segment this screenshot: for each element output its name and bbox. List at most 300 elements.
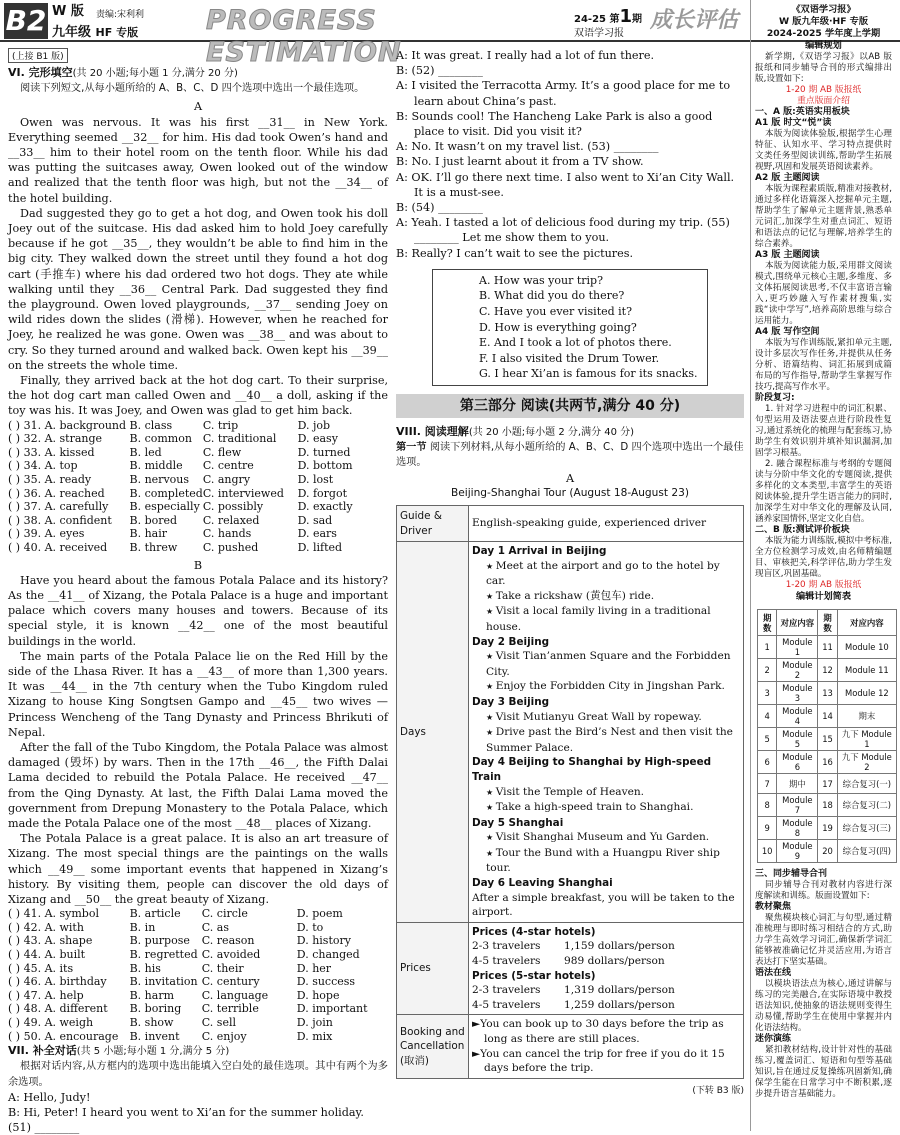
dialog-option: G. I hear Xi’an is famous for its snacks. [479, 367, 698, 381]
star-icon: ★ [486, 728, 496, 738]
tour-row-prices [397, 922, 744, 1015]
plan-cell: 19 [818, 817, 837, 840]
option-cell: C. interviewed [202, 486, 284, 500]
a-board-heading: 一、A 版:英语实用板块 [755, 107, 850, 117]
banner-title: PROGRESS ESTIMATION [206, 5, 402, 68]
price-title: Prices (5-star hotels) [472, 969, 596, 982]
booking-value [469, 1015, 744, 1078]
day-item-text: Take a rickshaw (黄包车) ride. [495, 589, 655, 602]
passage-paragraph: Have you heard about the famous Potala Palace and its history? As the __41__ of Xizang, the Potala Palace is a huge and important palace which covers many houses and towers. Because of its special style, it is known __42__ one of the most beautiful buildings in the world. [8, 573, 388, 648]
plan-cell: 18 [818, 794, 837, 817]
dialog-line: B: Really? I can’t wait to see the pictures. [396, 246, 634, 260]
passage-paragraph: Dad suggested they go to get a hot dog, and Owen took his doll Joey out of the suitcase. His dad asked him to hold Joey carefully because if he got __35__, they wouldn’t be able to find him in the big city. They walked down the street until they found a hot dog cart (手推车) where his dad ordered two hot dogs. They ate while walking until they __36__ Central Park. Dad suggested they find the playground. Owen loved playgrounds, __37__ sending Joey on wild rides down the slides (滑梯). However, when he reached for Joey, he realized he was gone. Owen was __38__ and was about to cry. So they turned around and walked back. Owen kept his __39__ on the streets the whole time. [8, 206, 388, 372]
option-cell: B. completed [129, 486, 203, 500]
option-cell: C. language [201, 988, 269, 1002]
option-cell: B. middle [129, 459, 183, 473]
option-row [8, 459, 388, 473]
plan-cell: Module 5 [777, 728, 818, 751]
option-cell: ( ) 31. A. background [8, 418, 127, 432]
plan-cell: 期中 [777, 774, 818, 794]
editor-label: 责编:宋利利 [96, 10, 145, 20]
plan-row [758, 751, 897, 774]
plan-cell: 12 [818, 659, 837, 682]
option-row [8, 514, 388, 528]
plan-row [758, 840, 897, 863]
option-cell: ( ) 38. A. confident [8, 513, 112, 527]
option-cell: D. success [296, 975, 356, 989]
plan-cell: 17 [818, 774, 837, 794]
option-cell: D. ears [297, 527, 337, 541]
option-cell: ( ) 50. A. encourage [8, 1029, 119, 1043]
section-viii-heading: VIII. 阅读理解(共 20 小题;每小题 2 分,满分 40 分) [396, 425, 635, 438]
day-item-text: Visit a local family living in a traditional house. [486, 605, 711, 633]
option-cell: B. article [129, 907, 181, 921]
star-icon: ★ [486, 848, 496, 858]
day-item [472, 589, 740, 605]
part-three-banner: 第三部分 阅读(共两节,满分 40 分) [396, 394, 744, 418]
option-cell: C. possibly [202, 500, 264, 514]
option-row [8, 487, 388, 501]
plan-row [758, 728, 897, 751]
option-cell: B. in [129, 920, 156, 934]
option-cell: D. history [296, 934, 351, 948]
option-cell: B. bored [129, 513, 178, 527]
day-title: Day 5 Shanghai [472, 816, 564, 829]
tour-table [396, 505, 744, 1079]
plan-cell: 16 [818, 751, 837, 774]
dialog-start [8, 1090, 388, 1135]
a3-text: 本版为阅读能力版,采用群文阅读模式,围绕单元核心主题,多维度、多文体拓展阅读思考,不仅丰富语言输入,更巧妙融入写作素材搜集,实践“读中学写”,培养高阶思维与综合运用能力。 [755, 261, 892, 326]
option-row [8, 948, 388, 962]
price-title: Prices (4-star hotels) [472, 925, 596, 938]
passage-b [8, 573, 388, 907]
passage-a-label: A [193, 100, 203, 114]
plan-cell: Module 8 [777, 817, 818, 840]
a2-heading: A2 版 主题阅读 [755, 173, 820, 183]
day-item-text: Visit the Temple of Heaven. [495, 785, 645, 798]
sidebar-title-4: 编辑规划 [805, 40, 842, 51]
option-cell: C. pushed [202, 541, 259, 555]
plan-cell: 20 [818, 840, 837, 863]
option-cell: D. her [296, 961, 332, 975]
option-cell: D. lost [297, 473, 334, 487]
option-cell: B. harm [129, 988, 175, 1002]
dialog-line: B: Hi, Peter! I heard you went to Xi’an for the summer holiday. (51) ________ [8, 1106, 364, 1135]
prices-key: Prices [397, 922, 469, 1015]
plan-cell: 14 [818, 705, 837, 728]
plan-cell: 15 [818, 728, 837, 751]
dialog-line: A: No. It wasn’t on my travel list. (53) ________ [396, 140, 659, 154]
plan-cell: 期末 [837, 705, 896, 728]
day-item-text: Enjoy the Forbidden City in Jingshan Park. [495, 680, 725, 693]
price-group: 4-5 travelers [472, 955, 541, 968]
option-cell: C. as [201, 920, 230, 934]
option-row [8, 500, 388, 514]
option-row [8, 975, 388, 989]
price-value: 989 dollars/person [564, 955, 665, 968]
passage-paragraph: Owen was nervous. It was his first __31__ in New York. Everything seemed __32__ for him. His dad took Owen’s hand and __33__ him to their hotel room on the tenth floor. While his dad was putting the suitcases away, Owen looked out of the window and realized that the tenth floor was high, but not the __34__ of the hotel building. [8, 115, 388, 205]
dialog-options-box [432, 269, 708, 386]
paper-name: 双语学习报 [574, 28, 624, 39]
option-cell: ( ) 42. A. with [8, 920, 84, 934]
option-cell: ( ) 37. A. carefully [8, 500, 109, 514]
day-item-text: Meet at the airport and go to the hotel by car. [486, 559, 720, 588]
option-cell: ( ) 41. A. symbol [8, 907, 99, 921]
option-cell: C. century [201, 975, 260, 989]
star-icon: ★ [486, 561, 496, 571]
option-cell: ( ) 48. A. different [8, 1002, 108, 1016]
option-cell: B. boring [129, 1002, 182, 1016]
plan-row [758, 659, 897, 682]
option-cell: ( ) 40. A. received [8, 541, 108, 555]
day-item [472, 679, 740, 695]
day-item-text: Visit Tian’anmen Square and the Forbidden City. [486, 650, 731, 678]
star-icon: ★ [486, 682, 496, 692]
option-cell: B. his [129, 961, 161, 975]
plan-header-row [758, 610, 897, 636]
a4-text: 本版为写作训练版,紧扣单元主题,设计多层次写作任务,并提供从任务分析、语篇结构、词汇拓展到成篇布局的写作指导,帮助学生掌握写作技巧,提高写作水平。 [755, 338, 892, 392]
c-board-heading: 三、同步辅导合刊 [755, 869, 828, 879]
passage-paragraph: After the fall of the Tubo Kingdom, the Potala Palace was almost damaged (毁坏) by wars. Then in the 17th __46__, the Fifth Dalai Lama decided to rebuild the Potala Palace. He received __47__ from the Qing Dynasty. At last, the Fifth Dalai Lama moved the government from Drepung Monastery to the Potala Palace, which made the Potala Palace one of the most __48__ places of Xizang. [8, 741, 388, 831]
plan-header-cell: 期数 [818, 610, 837, 636]
a3-heading: A3 版 主题阅读 [755, 250, 820, 260]
star-icon: ★ [486, 607, 496, 617]
guide-value: English-speaking guide, experienced driver [469, 506, 744, 542]
section-viii-instruction: 第一节 阅读下列材料,从每小题所给的 A、B、C、D 四个选项中选出一个最佳选项。 [396, 442, 744, 469]
option-row [8, 1030, 388, 1044]
sidebar-title-3: 2024-2025 学年度上学期 [766, 28, 881, 39]
option-cell: C. flew [202, 445, 242, 459]
option-cell: D. sad [297, 513, 333, 527]
plan-cell: 13 [818, 682, 837, 705]
a1-heading: A1 版 时文“悦”读 [755, 118, 832, 128]
plan-cell: 11 [818, 636, 837, 659]
option-cell: C. avoided [201, 948, 261, 962]
star-icon: ★ [486, 803, 496, 813]
option-row [8, 989, 388, 1003]
option-cell: D. important [296, 1002, 368, 1016]
tour-title: Beijing-Shanghai Tour (August 18-August 23) [450, 486, 690, 499]
grade-label: 九年级 HF 专版 [52, 25, 139, 40]
plan-row [758, 705, 897, 728]
option-cell: C. angry [202, 473, 251, 487]
plan-cell: 3 [758, 682, 777, 705]
option-cell: C. traditional [202, 432, 277, 446]
price-row [472, 954, 740, 969]
dialog-line: B: (54) ________ [396, 201, 483, 215]
dialog-line: A: I visited the Terracotta Army. It’s a good place for me to learn about China’s past. [396, 79, 731, 108]
dialog-line: A: OK. I’ll go there next time. I also went to Xi’an City Wall. It is a must-see. [396, 170, 735, 199]
issue-number: 24-25 第1期 [574, 6, 642, 27]
price-group: 2-3 travelers [472, 940, 541, 953]
option-cell: D. changed [296, 948, 360, 962]
option-cell: B. nervous [129, 473, 190, 487]
plan-cell: Module 4 [777, 705, 818, 728]
plan-header-cell: 对应内容 [837, 610, 896, 636]
option-cell: C. hands [202, 527, 252, 541]
option-row [8, 446, 388, 460]
plan-red-label: 1-20 期 AB 版报纸 [785, 580, 862, 590]
booking-key: Booking and Cancellation (取消) [397, 1015, 469, 1078]
option-cell: D. job [297, 418, 331, 432]
star-icon: ★ [486, 591, 496, 601]
dialog-line: A: Hello, Judy! [8, 1090, 91, 1104]
dialog-option: A. How was your trip? [479, 273, 603, 287]
plan-cell: Module 6 [777, 751, 818, 774]
option-cell: C. reason [201, 934, 255, 948]
c1-text: 聚焦模块核心词汇与句型,通过精准梳理与即时练习相结合的方式,助力学生高效学习词汇,确保新学词汇能够被准确记忆并灵活应用,为语言表达打下坚实基础。 [755, 913, 892, 967]
option-cell: ( ) 34. A. top [8, 459, 78, 473]
sidebar-red-2: 重点版面介绍 [797, 96, 850, 106]
option-cell: D. bottom [297, 459, 353, 473]
price-row [472, 983, 740, 998]
plan-cell: 综合复习(二) [837, 794, 896, 817]
option-cell: ( ) 43. A. shape [8, 934, 93, 948]
option-cell: C. enjoy [201, 1029, 247, 1043]
option-cell: ( ) 32. A. strange [8, 432, 103, 446]
plan-cell: 九下 Module 2 [837, 751, 896, 774]
plan-row [758, 794, 897, 817]
option-cell: D. poem [296, 907, 343, 921]
star-icon: ★ [486, 833, 496, 843]
plan-cell: Module 12 [837, 682, 896, 705]
option-cell: B. regretted [129, 948, 198, 962]
option-row [8, 419, 388, 433]
plan-table [757, 609, 897, 863]
a1-text: 本版为阅读体验版,根据学生心理特征、认知水平、学习特点提供时文类任务型阅读训练,帮助学生拓展视野,巩固和发展英语阅读素养。 [755, 129, 892, 172]
option-cell: ( ) 47. A. help [8, 988, 84, 1002]
section-vii-heading: VII. 补全对话(共 5 小题;每小题 1 分,满分 5 分) [8, 1044, 230, 1058]
left-column [8, 48, 388, 1135]
plan-cell: 综合复习(四) [837, 840, 896, 863]
option-cell: ( ) 33. A. kissed [8, 445, 95, 459]
days-value [469, 542, 744, 923]
section-vi-heading: VI. 完形填空(共 20 小题;每小题 1 分,满分 20 分) [8, 66, 238, 79]
option-cell: B. invitation [129, 975, 198, 989]
option-cell: B. invent [129, 1029, 180, 1043]
plan-header-cell: 期数 [758, 610, 777, 636]
star-icon: ★ [486, 652, 496, 662]
plan-cell: 4 [758, 705, 777, 728]
prices-value [469, 922, 744, 1015]
sidebar-red-1: 1-20 期 AB 版报纸 [785, 85, 862, 95]
day-item [472, 649, 740, 679]
plan-cell: 1 [758, 636, 777, 659]
option-cell: ( ) 45. A. its [8, 961, 74, 975]
plan-cell: 九下 Module 1 [837, 728, 896, 751]
tour-row-days [397, 542, 744, 923]
day-item [472, 604, 740, 634]
option-row [8, 962, 388, 976]
option-cell: ( ) 39. A. eyes [8, 527, 85, 541]
day-item-text: Visit Shanghai Museum and Yu Garden. [495, 831, 710, 844]
c2-text: 以模块语法点为核心,通过讲解与练习的完美融合,在实际语境中教授语法知识,使抽象的语法规则变得生动易懂,帮助学生在使用中掌握并内化语法结构。 [755, 979, 892, 1033]
option-cell: D. easy [297, 432, 338, 446]
day-title: Day 2 Beijing [472, 635, 550, 648]
option-cell: B. especially [129, 500, 200, 514]
passage-paragraph: The main parts of the Potala Palace lie on the Red Hill by the side of the Lhasa River. It has a __43__ of more than 1,300 years. It was __44__ in the 7th century when the Tubo Kingdom ruled Xizang to house King Songtsen Gampo and __45__ two wives — Princess Wencheng of the Tang Dynasty and Princess Bhrikuti of Nepal. [8, 649, 388, 739]
stage-review-heading: 阶段复习: [755, 393, 795, 403]
c1-heading: 教材聚焦 [755, 902, 792, 912]
option-row [8, 907, 388, 921]
option-row [8, 432, 388, 446]
option-cell: C. sell [201, 1016, 236, 1030]
option-cell: ( ) 44. A. built [8, 948, 86, 962]
option-row [8, 921, 388, 935]
plan-cell: 7 [758, 774, 777, 794]
plan-cell: Module 1 [777, 636, 818, 659]
day6-text: After a simple breakfast, you will be taken to the airport. [472, 891, 735, 919]
stage-review-1: 1. 针对学习进程中的词汇积累、句型运用及语法要点进行阶段性复习,通过系统化的梳理与配套练习,协助学生有效识别并填补知识漏洞,加固学习根基。 [755, 404, 892, 458]
days-key: Days [397, 542, 469, 923]
dialog-option: D. How is everything going? [479, 320, 637, 334]
option-cell: D. lifted [297, 541, 343, 555]
day-title: Day 3 Beijing [472, 695, 550, 708]
plan-cell: Module 3 [777, 682, 818, 705]
dialog-option: F. I also visited the Drum Tower. [479, 351, 660, 365]
continued-footer: (下转 B3 版) [692, 1085, 744, 1096]
day-title: Day 1 Arrival in Beijing [472, 545, 607, 558]
plan-cell: 9 [758, 817, 777, 840]
day-item-text: Visit Mutianyu Great Wall by ropeway. [495, 710, 702, 723]
plan-cell: Module 7 [777, 794, 818, 817]
option-cell: ( ) 36. A. reached [8, 486, 105, 500]
plan-row [758, 636, 897, 659]
continued-tag: (上接 B1 版) [8, 48, 68, 63]
day-item-text: Tour the Bund with a Huangpu River ship tour. [486, 846, 720, 875]
day-item [472, 725, 740, 755]
option-cell: D. forgot [297, 486, 348, 500]
day-item [472, 800, 740, 816]
sidebar-intro: 新学期,《双语学习报》以AB 版报纸和同步辅导合刊的形式编排出版,设置如下: [755, 52, 892, 84]
price-value: 1,159 dollars/person [564, 940, 675, 953]
option-row [8, 934, 388, 948]
option-cell: C. their [201, 961, 244, 975]
option-row [8, 541, 388, 555]
edition-label: W 版 [52, 4, 84, 19]
stage-review-2: 2. 融合课程标准与考纲的专题阅读与分阶中华文化的专题阅读,提供多样化的文本类型,丰富学生的英语阅读体验,提升学生语言能力的同时,加深学生对中华文化的理解及认同,涵养家国情怀,坚定文化自信。 [755, 459, 892, 524]
option-cell: B. show [129, 1016, 174, 1030]
dialog-option: C. Have you ever visited it? [479, 305, 632, 319]
a2-text: 本版为课程素质版,精准对接教材,通过多样化语篇深入挖掘单元主题,帮助学生了解单元主题背景,熟悉单元词汇,加深学生对重点词汇、短语和语法点的记忆与理解,培养学生的综合素养。 [755, 184, 892, 249]
plan-cell: Module 10 [837, 636, 896, 659]
plan-title: 编辑计划简表 [795, 591, 852, 602]
option-cell: C. centre [202, 459, 254, 473]
growth-title: 成长评估 [650, 8, 739, 33]
c3-text: 紧扣教材结构,设计针对性的基础练习,覆盖词汇、短语和句型等基础知识,旨在通过反复操练巩固新知,确保学生能在日常学习中不断积累,逐步提升语言基础能力。 [755, 1045, 892, 1099]
dialog-option: E. And I took a lot of photos there. [479, 336, 672, 350]
plan-cell: 综合复习(三) [837, 817, 896, 840]
dialog-line: A: It was great. I really had a lot of fun there. [396, 49, 655, 62]
b-board-text: 本版为能力训练版,模拟中考标准,全方位检测学习成效,由名师精编题目、审核把关,科学评估,助力学生发现盲区,巩固基础。 [755, 536, 892, 579]
options-a [8, 419, 388, 555]
passage-paragraph: Finally, they arrived back at the hot dog cart. To their surprise, the hot dog cart man called Owen and __40__ a doll, asking if the toy was his. It was Joey, and Owen was glad to get him back. [8, 374, 388, 418]
c3-heading: 迷你演练 [755, 1034, 792, 1044]
dialog-line: A: Yeah. I tasted a lot of delicious food during my trip. (55) ________ Let me show them to you. [396, 216, 730, 245]
b-board-heading: 二、B 版:测试评价板块 [755, 525, 850, 535]
editorial-sidebar [750, 0, 896, 1131]
day-item [472, 830, 740, 846]
plan-cell: 综合复习(一) [837, 774, 896, 794]
option-cell: D. to [296, 920, 324, 934]
option-cell: B. class [129, 418, 173, 432]
option-cell: C. circle [201, 907, 248, 921]
day-title: Day 4 Beijing to Shanghai by High-speed Train [472, 756, 712, 783]
option-row [8, 527, 388, 541]
day-item-text: Take a high-speed train to Shanghai. [495, 801, 694, 814]
plan-cell: Module 9 [777, 840, 818, 863]
dialog-line: B: No. I just learnt about it from a TV show. [396, 155, 644, 169]
plan-cell: Module 11 [837, 659, 896, 682]
section-vii-instruction: 根据对话内容,从方框内的选项中选出能填入空白处的最佳选项。其中有两个为多余选项。 [8, 1061, 388, 1088]
page-badge: B2 [5, 4, 47, 37]
c2-heading: 语法在线 [755, 968, 792, 978]
sidebar-title-2: W 版九年级·HF 专版 [778, 16, 869, 27]
section-vi-instruction: 阅读下列短文,从每小题所给的 A、B、C、D 四个选项中选出一个最佳选项。 [20, 83, 365, 95]
tour-row-booking [397, 1015, 744, 1078]
price-group: 4-5 travelers [472, 998, 541, 1011]
option-cell: B. purpose [129, 934, 190, 948]
passage-a [8, 115, 388, 419]
price-group: 2-3 travelers [472, 984, 541, 997]
plan-cell: Module 2 [777, 659, 818, 682]
option-cell: D. hope [296, 988, 340, 1002]
price-row [472, 939, 740, 954]
plan-cell: 6 [758, 751, 777, 774]
tour-row-guide [397, 506, 744, 542]
c-board-text: 同步辅导合刊对教材内容进行深度解读和训练。版面设置如下: [755, 880, 892, 901]
option-row [8, 473, 388, 487]
plan-row [758, 682, 897, 705]
passage-b-label: B [193, 558, 203, 572]
middle-column [396, 48, 744, 1096]
option-cell: D. mix [296, 1029, 333, 1043]
price-value: 1,259 dollars/person [564, 998, 675, 1011]
plan-cell: 5 [758, 728, 777, 751]
day-title: Day 6 Leaving Shanghai [472, 877, 613, 890]
day-item-text: Drive past the Bird’s Nest and then visit the Summer Palace. [486, 726, 733, 754]
option-cell: D. exactly [297, 500, 353, 514]
option-cell: D. turned [297, 445, 351, 459]
option-cell: B. common [129, 432, 192, 446]
option-cell: B. threw [129, 541, 178, 555]
day-item [472, 846, 740, 876]
option-cell: C. relaxed [202, 513, 260, 527]
plan-header-cell: 对应内容 [777, 610, 818, 636]
day-item [472, 785, 740, 801]
plan-cell: 10 [758, 840, 777, 863]
options-b [8, 907, 388, 1043]
passage-paragraph: The Potala Palace is a great palace. It is also an art treasure of Xizang. The most special things are the paintings on the walls which __49__ some important events that happened in Xizang’s history. By visiting them, people can discover the old days of Xizang and __50__ the great beauty of Xizang. [8, 832, 388, 907]
a4-heading: A4 版 写作空间 [755, 327, 820, 337]
option-cell: C. terrible [201, 1002, 259, 1016]
guide-key: Guide & Driver [397, 506, 469, 542]
plan-row [758, 817, 897, 840]
price-row [472, 998, 740, 1013]
plan-cell: 8 [758, 794, 777, 817]
option-row [8, 1016, 388, 1030]
option-cell: B. hair [129, 527, 168, 541]
sidebar-title-1: 《双语学习报》 [791, 4, 856, 15]
dialog-continued [396, 48, 744, 261]
option-cell: ( ) 49. A. weigh [8, 1016, 94, 1030]
option-row [8, 1002, 388, 1016]
option-cell: D. join [296, 1016, 333, 1030]
star-icon: ★ [486, 712, 496, 722]
booking-line: ►You can cancel the trip for free if you do it 15 days before the trip. [472, 1047, 725, 1075]
option-cell: ( ) 35. A. ready [8, 473, 92, 487]
day-item [472, 710, 740, 726]
